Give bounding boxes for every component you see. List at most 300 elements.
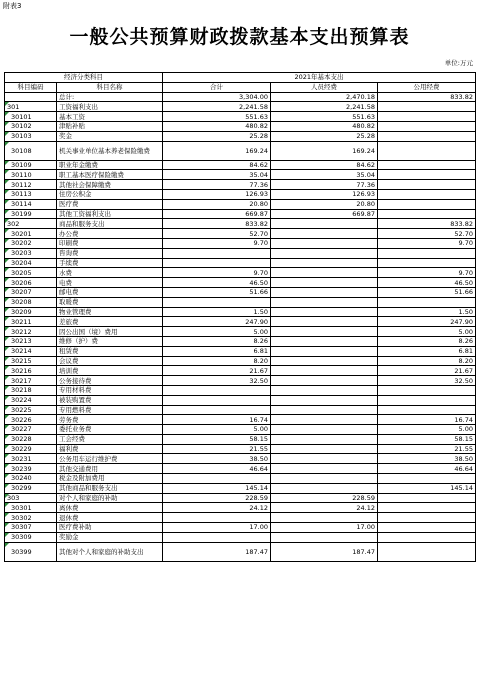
cell-personnel	[271, 395, 378, 405]
cell-public	[378, 219, 476, 229]
cell-code	[5, 160, 57, 170]
page-title: 一般公共预算财政拨款基本支出预算表	[69, 26, 410, 48]
cell-name	[57, 112, 163, 122]
cell-name-text: 津贴补贴	[59, 122, 85, 131]
cell-name-text: 印刷费	[59, 239, 79, 248]
cell-personnel	[271, 336, 378, 346]
cell-personnel	[271, 317, 378, 327]
cell-public-text: 5.00	[458, 327, 473, 336]
cell-marker-icon	[5, 122, 9, 126]
cell-name	[57, 92, 163, 102]
cell-code-text: 30212	[11, 327, 32, 336]
cell-name	[57, 405, 163, 415]
table-row	[5, 170, 476, 180]
cell-name	[57, 287, 163, 297]
cell-total-text: 5.00	[253, 327, 268, 336]
cell-name	[57, 160, 163, 170]
table-row	[5, 366, 476, 376]
cell-name	[57, 444, 163, 454]
cell-personnel	[271, 180, 378, 190]
cell-total	[163, 317, 271, 327]
cell-code	[5, 385, 57, 395]
cell-name	[57, 385, 163, 395]
cell-total-text: 32.50	[249, 376, 268, 385]
cell-name	[57, 474, 163, 484]
cell-public-text: 5.00	[458, 425, 473, 434]
cell-personnel-text: 20.80	[356, 200, 375, 209]
cell-name	[57, 297, 163, 307]
header-name: 科目名称	[57, 82, 163, 92]
cell-name-text: 职工基本医疗保险缴费	[59, 170, 124, 179]
cell-personnel-text: 228.59	[352, 494, 375, 503]
cell-code	[5, 297, 57, 307]
cell-marker-icon	[5, 464, 9, 468]
cell-total	[163, 425, 271, 435]
cell-personnel	[271, 513, 378, 523]
cell-name	[57, 493, 163, 503]
cell-personnel	[271, 112, 378, 122]
table-row	[5, 464, 476, 474]
cell-public	[378, 307, 476, 317]
cell-total	[163, 121, 271, 131]
cell-public-text: 1.50	[458, 307, 473, 316]
cell-total	[163, 444, 271, 454]
cell-personnel-text: 187.47	[352, 547, 375, 556]
cell-public-text: 8.26	[458, 337, 473, 346]
cell-name-text: 培训费	[59, 366, 79, 375]
cell-code	[5, 92, 57, 102]
cell-personnel-text: 84.62	[356, 160, 375, 169]
cell-marker-icon	[5, 219, 9, 223]
cell-public	[378, 327, 476, 337]
cell-personnel	[271, 503, 378, 513]
table-row	[5, 102, 476, 112]
cell-total-text: 1.50	[253, 307, 268, 316]
cell-name	[57, 366, 163, 376]
cell-marker-icon	[5, 161, 9, 165]
cell-code	[5, 327, 57, 337]
cell-total-text: 20.80	[249, 200, 268, 209]
cell-public	[378, 258, 476, 268]
cell-personnel-text: 480.82	[352, 122, 375, 131]
table-row	[5, 199, 476, 209]
cell-code	[5, 170, 57, 180]
cell-total	[163, 258, 271, 268]
table-row	[5, 258, 476, 268]
table-row	[5, 503, 476, 513]
cell-total-text: 51.66	[249, 288, 268, 297]
cell-personnel-text: 35.04	[356, 170, 375, 179]
cell-code	[5, 425, 57, 435]
cell-name-text: 职业年金缴费	[59, 160, 98, 169]
cell-marker-icon	[5, 259, 9, 263]
cell-code	[5, 356, 57, 366]
cell-code-text: 30209	[11, 307, 32, 316]
cell-total	[163, 532, 271, 542]
cell-total	[163, 209, 271, 219]
cell-code-text: 30213	[11, 337, 32, 346]
cell-public	[378, 141, 476, 160]
cell-marker-icon	[5, 406, 9, 410]
cell-name-text: 公务接待费	[59, 376, 92, 385]
cell-personnel-text: 17.00	[356, 523, 375, 532]
cell-personnel	[271, 327, 378, 337]
header-classification: 经济分类科目	[5, 73, 163, 83]
cell-code-text: 30103	[11, 132, 32, 141]
cell-name-text: 委托业务费	[59, 425, 92, 434]
cell-code-text: 30109	[11, 160, 32, 169]
cell-public-text: 145.14	[450, 484, 473, 493]
cell-name	[57, 170, 163, 180]
cell-total	[163, 366, 271, 376]
cell-personnel	[271, 405, 378, 415]
cell-code	[5, 180, 57, 190]
cell-personnel	[271, 189, 378, 199]
cell-public	[378, 199, 476, 209]
cell-total	[163, 131, 271, 141]
cell-total-text: 145.14	[245, 484, 268, 493]
cell-total-text: 84.62	[249, 160, 268, 169]
attachment-label: 附表3	[3, 2, 22, 10]
cell-code-text: 30211	[11, 317, 32, 326]
cell-marker-icon	[5, 386, 9, 390]
cell-name-text: 办公费	[59, 229, 79, 238]
table-row	[5, 121, 476, 131]
cell-name	[57, 395, 163, 405]
cell-code-text: 30208	[11, 298, 32, 307]
cell-public	[378, 180, 476, 190]
cell-total	[163, 356, 271, 366]
cell-total-text: 58.15	[249, 435, 268, 444]
cell-name-text: 水费	[59, 268, 72, 277]
table-row	[5, 287, 476, 297]
cell-personnel	[271, 238, 378, 248]
cell-name	[57, 238, 163, 248]
cell-code-text: 301	[7, 102, 20, 111]
table-row	[5, 425, 476, 435]
cell-code-text: 30112	[11, 180, 32, 189]
cell-code-text: 30224	[11, 396, 32, 405]
table-row	[5, 336, 476, 346]
cell-total-text: 46.64	[249, 464, 268, 473]
cell-code	[5, 219, 57, 229]
cell-total	[163, 395, 271, 405]
cell-marker-icon	[5, 445, 9, 449]
cell-code	[5, 102, 57, 112]
table-row	[5, 356, 476, 366]
cell-marker-icon	[5, 112, 9, 116]
table-row	[5, 415, 476, 425]
table-row	[5, 278, 476, 288]
cell-total	[163, 454, 271, 464]
cell-name-text: 商品和服务支出	[59, 219, 105, 228]
table-row	[5, 297, 476, 307]
cell-name-text: 工资福利支出	[59, 102, 98, 111]
cell-personnel	[271, 434, 378, 444]
table-row	[5, 542, 476, 561]
cell-public	[378, 287, 476, 297]
cell-personnel-text: 24.12	[356, 503, 375, 512]
cell-marker-icon	[5, 347, 9, 351]
table-row	[5, 523, 476, 533]
table-row	[5, 189, 476, 199]
cell-name-text: 手续费	[59, 258, 79, 267]
cell-personnel	[271, 160, 378, 170]
cell-personnel-text: 551.63	[352, 112, 375, 121]
cell-marker-icon	[5, 366, 9, 370]
cell-personnel	[271, 356, 378, 366]
cell-code-text: 30227	[11, 425, 32, 434]
cell-code	[5, 523, 57, 533]
cell-public	[378, 415, 476, 425]
budget-table	[4, 72, 476, 562]
cell-code-text: 30216	[11, 366, 32, 375]
cell-total-text: 16.74	[249, 415, 268, 424]
cell-total-text: 480.82	[245, 122, 268, 131]
cell-code	[5, 131, 57, 141]
cell-name	[57, 434, 163, 444]
cell-name-text: 其他商品和服务支出	[59, 484, 118, 493]
cell-public	[378, 474, 476, 484]
table-row	[5, 454, 476, 464]
cell-code	[5, 268, 57, 278]
cell-name	[57, 141, 163, 160]
cell-public	[378, 131, 476, 141]
cell-total	[163, 307, 271, 317]
cell-code	[5, 542, 57, 561]
cell-public	[378, 346, 476, 356]
cell-name	[57, 268, 163, 278]
cell-personnel-text: 126.93	[352, 190, 375, 199]
cell-total-text: 551.63	[245, 112, 268, 121]
cell-marker-icon	[5, 170, 9, 174]
cell-total-text: 126.93	[245, 190, 268, 199]
cell-marker-icon	[5, 484, 9, 488]
cell-public	[378, 425, 476, 435]
cell-public	[378, 160, 476, 170]
cell-total	[163, 464, 271, 474]
cell-name-text: 对个人和家庭的补助	[59, 494, 118, 503]
cell-code-text: 30203	[11, 249, 32, 258]
cell-name-text: 其他社会保障缴费	[59, 180, 111, 189]
cell-name	[57, 209, 163, 219]
cell-code	[5, 229, 57, 239]
cell-name	[57, 131, 163, 141]
cell-public-text: 58.15	[454, 435, 473, 444]
cell-code-text: 30239	[11, 464, 32, 473]
cell-name	[57, 542, 163, 561]
table-row	[5, 112, 476, 122]
cell-personnel-text: 169.24	[352, 146, 375, 155]
cell-public	[378, 464, 476, 474]
cell-marker-icon	[5, 288, 9, 292]
cell-name-text: 医疗费补助	[59, 523, 92, 532]
cell-public-text: 16.74	[454, 415, 473, 424]
cell-name	[57, 464, 163, 474]
cell-name	[57, 356, 163, 366]
table-row	[5, 327, 476, 337]
table-row	[5, 444, 476, 454]
cell-marker-icon	[5, 376, 9, 380]
cell-code	[5, 346, 57, 356]
cell-public-text: 9.70	[458, 239, 473, 248]
cell-personnel	[271, 493, 378, 503]
cell-code-text: 30218	[11, 386, 32, 395]
cell-public-text: 9.70	[458, 268, 473, 277]
cell-personnel	[271, 131, 378, 141]
cell-total	[163, 112, 271, 122]
cell-total-text: 35.04	[249, 170, 268, 179]
cell-marker-icon	[5, 494, 9, 498]
header-personnel: 人员经费	[271, 82, 378, 92]
cell-name-text: 机关事业单位基本养老保险缴费	[59, 146, 150, 155]
cell-total	[163, 405, 271, 415]
cell-personnel	[271, 92, 378, 102]
table-row	[5, 317, 476, 327]
cell-total	[163, 503, 271, 513]
cell-personnel	[271, 258, 378, 268]
cell-code-text: 30231	[11, 454, 32, 463]
cell-personnel-text: 669.87	[352, 209, 375, 218]
cell-name	[57, 180, 163, 190]
cell-name	[57, 199, 163, 209]
cell-code	[5, 395, 57, 405]
cell-code	[5, 189, 57, 199]
table-row	[5, 268, 476, 278]
cell-public	[378, 189, 476, 199]
cell-name-text: 劳务费	[59, 415, 79, 424]
cell-marker-icon	[5, 523, 9, 527]
cell-personnel	[271, 385, 378, 395]
table-body	[5, 92, 476, 561]
table-row	[5, 376, 476, 386]
cell-public	[378, 92, 476, 102]
cell-marker-icon	[5, 200, 9, 204]
cell-code	[5, 464, 57, 474]
cell-total	[163, 141, 271, 160]
cell-marker-icon	[5, 229, 9, 233]
cell-code	[5, 141, 57, 160]
cell-code-text: 30228	[11, 435, 32, 444]
table-row	[5, 395, 476, 405]
cell-public	[378, 209, 476, 219]
cell-total	[163, 180, 271, 190]
cell-code	[5, 238, 57, 248]
header-public: 公用经费	[378, 82, 476, 92]
table-row	[5, 180, 476, 190]
cell-total	[163, 219, 271, 229]
cell-marker-icon	[5, 180, 9, 184]
cell-personnel	[271, 542, 378, 561]
cell-personnel	[271, 209, 378, 219]
cell-total	[163, 229, 271, 239]
cell-name-text: 取暖费	[59, 298, 79, 307]
cell-name	[57, 454, 163, 464]
cell-name	[57, 258, 163, 268]
cell-code	[5, 121, 57, 131]
cell-total	[163, 160, 271, 170]
cell-personnel	[271, 483, 378, 493]
cell-name	[57, 425, 163, 435]
cell-total	[163, 92, 271, 102]
cell-total-text: 77.36	[249, 180, 268, 189]
cell-public	[378, 356, 476, 366]
cell-public	[378, 542, 476, 561]
cell-total	[163, 327, 271, 337]
cell-total	[163, 385, 271, 395]
cell-public	[378, 385, 476, 395]
cell-name-text: 基本工资	[59, 112, 85, 121]
cell-name	[57, 327, 163, 337]
cell-total	[163, 199, 271, 209]
cell-personnel	[271, 278, 378, 288]
cell-total-text: 17.00	[249, 523, 268, 532]
cell-public	[378, 434, 476, 444]
cell-total-text: 8.20	[253, 356, 268, 365]
cell-code-text: 30299	[11, 484, 32, 493]
cell-code	[5, 278, 57, 288]
cell-public	[378, 112, 476, 122]
cell-public	[378, 102, 476, 112]
table-row	[5, 483, 476, 493]
cell-name-text: 咨询费	[59, 249, 79, 258]
cell-personnel-text: 2,470.18	[346, 92, 375, 101]
cell-public-text: 833.82	[450, 219, 473, 228]
cell-personnel	[271, 102, 378, 112]
cell-personnel	[271, 268, 378, 278]
table-row	[5, 474, 476, 484]
cell-name	[57, 219, 163, 229]
cell-code	[5, 336, 57, 346]
cell-total-text: 228.59	[245, 494, 268, 503]
cell-public	[378, 523, 476, 533]
cell-code-text: 30101	[11, 112, 32, 121]
cell-personnel	[271, 464, 378, 474]
cell-public	[378, 336, 476, 346]
cell-code	[5, 287, 57, 297]
cell-name	[57, 189, 163, 199]
cell-code-text: 30114	[11, 200, 32, 209]
cell-code-text: 30214	[11, 347, 32, 356]
cell-total-text: 6.81	[253, 347, 268, 356]
cell-name	[57, 229, 163, 239]
cell-personnel	[271, 199, 378, 209]
cell-public-text: 46.64	[454, 464, 473, 473]
cell-personnel	[271, 415, 378, 425]
cell-code-text: 30205	[11, 268, 32, 277]
cell-code-text: 30215	[11, 356, 32, 365]
cell-public-text: 32.50	[454, 376, 473, 385]
table-row	[5, 219, 476, 229]
cell-code	[5, 317, 57, 327]
cell-code	[5, 444, 57, 454]
cell-total	[163, 483, 271, 493]
cell-public-text: 21.67	[454, 366, 473, 375]
cell-total-text: 669.87	[245, 209, 268, 218]
cell-name	[57, 503, 163, 513]
header-total: 合计	[163, 82, 271, 92]
cell-total-text: 21.55	[249, 445, 268, 454]
cell-name	[57, 121, 163, 131]
cell-marker-icon	[5, 298, 9, 302]
cell-marker-icon	[5, 102, 9, 106]
cell-total	[163, 336, 271, 346]
cell-public	[378, 395, 476, 405]
cell-personnel	[271, 523, 378, 533]
cell-name-text: 邮电费	[59, 288, 79, 297]
cell-public	[378, 278, 476, 288]
cell-name-text: 被装购置费	[59, 396, 92, 405]
